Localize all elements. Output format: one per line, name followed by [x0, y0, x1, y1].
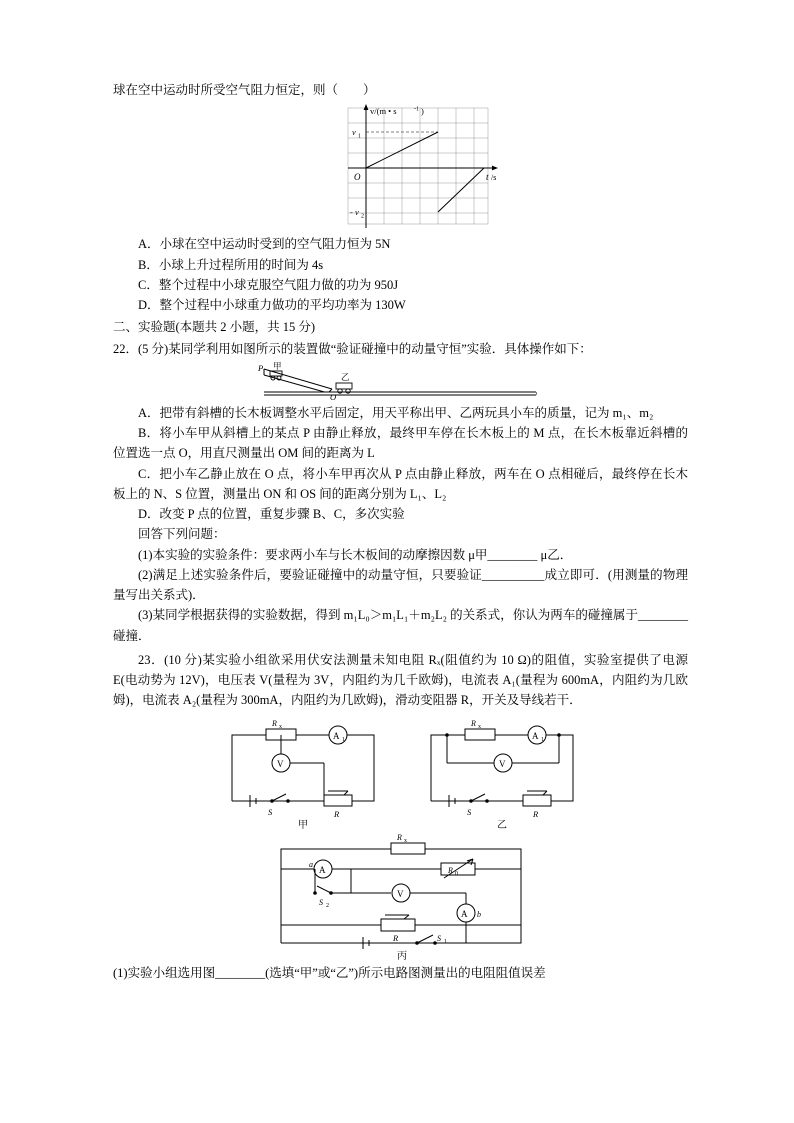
svg-text:S: S: [267, 806, 272, 817]
incline-track-diagram: [236, 361, 566, 401]
q22-sub-2: (2)满足上述实验条件后，要验证碰撞中的动量守恒，只要验证__________成立即可．(用测量的物理量写出关系式)．: [113, 567, 688, 602]
q21-choice-b: B．小球上升过程所用的时间为 4s: [138, 257, 324, 272]
svg-text:V: V: [396, 888, 403, 899]
circuit-diagram-jia: [214, 717, 389, 829]
svg-text:R: R: [470, 718, 476, 728]
circuit-diagram-bing: [251, 831, 551, 961]
svg-text:x: x: [278, 723, 282, 730]
q22-sub-3: (3)某同学根据获得的实验数据，得到 m₁L₀＞m₁L₁＋m₂L₂ 的关系式，你认为两车的碰撞属于________碰撞．: [113, 608, 688, 643]
q21-choice-d: D．整个过程中小球重力做功的平均功率为 130W: [138, 298, 406, 312]
svg-text:v/(m • s: v/(m • s: [369, 106, 397, 117]
svg-text:1: 1: [540, 736, 544, 743]
svg-text:-: -: [349, 207, 353, 218]
svg-text:0: 0: [454, 870, 458, 877]
q23-stem: 23．(10 分)某实验小组欲采用伏安法测量未知电阻 Rₓ(阻值约为 10 Ω)的阻值，实验室提供了电源 E(电动势为 12V)，电压表 V(量程为 3V，内阻约为几千欧姆)，电流表 A₁(量程为 600mA，内阻约为几欧姆)，电流表 A₂(量程为 300mA，内阻约为几欧姆)，滑动变阻器 R，开关及导线若干．: [113, 652, 688, 708]
svg-text:O: O: [329, 391, 336, 401]
svg-text:V: V: [498, 758, 505, 769]
svg-text:1: 1: [357, 133, 361, 140]
q21-choice-a: A．小球在空中运动时受到的空气阻力恒为 5N: [138, 237, 391, 252]
q22-step-b: B．将小车甲从斜槽上的某点 P 由静止释放，最终甲车停在长木板上的 M 点，在长木板靠近斜槽的位置选一点 O，用直尺测量出 OM 间的距离为 L: [113, 426, 688, 461]
svg-text:v: v: [354, 207, 359, 218]
svg-text:乙: 乙: [496, 819, 507, 829]
svg-text:-1: -1: [413, 106, 419, 113]
svg-text:乙: 乙: [340, 371, 350, 382]
svg-text:甲: 甲: [272, 360, 282, 371]
q23-circuit-bing-wrap: [113, 831, 688, 961]
q23-sub-1: (1)实验小组选用图________(选填“甲”或“乙”)所示电路图测量出的电阻阻值误差: [113, 965, 546, 980]
svg-text:): ): [420, 106, 424, 117]
svg-text:R: R: [392, 932, 398, 943]
svg-text:S: S: [318, 897, 323, 907]
svg-text:A: A: [460, 908, 467, 919]
section-2-title: 二、实验题(本题共 2 小题，共 15 分): [113, 320, 316, 335]
svg-text:R: R: [396, 832, 402, 842]
svg-text:S: S: [466, 806, 471, 817]
svg-text:2: 2: [325, 902, 329, 909]
circuit-diagram-yi: [413, 717, 588, 829]
q21-graph-figure: [113, 102, 688, 232]
svg-text:2: 2: [360, 213, 364, 220]
q22-step-a: A．把带有斜槽的长木板调整水平后固定，用天平称出甲、乙两玩具小车的质量，记为 m₁、m₂: [138, 405, 654, 420]
svg-text:A: A: [332, 730, 339, 741]
svg-text:P: P: [257, 362, 263, 373]
svg-text:S: S: [436, 933, 441, 943]
svg-text:A: A: [531, 730, 538, 741]
q21-stem: 球在空中运动时所受空气阻力恒定，则（ ）: [113, 83, 376, 97]
q22-answer-prompt: 回答下列问题：: [138, 527, 226, 542]
svg-text:1: 1: [443, 938, 447, 945]
q22-steps: [113, 403, 688, 646]
svg-text:b: b: [476, 909, 481, 919]
q22-step-c: C．把小车乙静止放在 O 点，将小车甲再次从 P 点由静止释放，两车在 O 点相碰后，最终停在长木板上的 N、S 位置，测量出 ON 和 OS 间的距离分别为 L₁、L₂: [113, 466, 688, 501]
svg-text:丙: 丙: [396, 950, 407, 961]
svg-text:x: x: [477, 723, 481, 730]
q23-circuits-top: [113, 717, 688, 829]
svg-text:甲: 甲: [297, 819, 308, 829]
svg-text:R: R: [271, 718, 277, 728]
svg-text:a: a: [308, 859, 313, 869]
svg-text:V: V: [276, 758, 283, 769]
svg-text:R: R: [333, 808, 339, 819]
q22-step-d: D．改变 P 点的位置，重复步骤 B、C，多次实验: [138, 507, 405, 521]
svg-text:A: A: [318, 864, 325, 875]
svg-text:x: x: [403, 837, 407, 844]
svg-text:1: 1: [341, 736, 345, 743]
svg-text:R: R: [447, 865, 453, 875]
velocity-time-graph: [288, 102, 514, 232]
svg-text:v: v: [351, 127, 356, 138]
q21-choice-c: C．整个过程中小球克服空气阻力做的功为 950J: [138, 277, 399, 292]
q21-choices: [113, 234, 688, 315]
q22-sub-1: (1)本实验的实验条件：要求两小车与长木板间的动摩擦因数 μ甲________ μ乙．: [138, 547, 573, 562]
q22-apparatus-figure: [113, 361, 688, 401]
svg-text:/s: /s: [490, 173, 496, 183]
svg-text:t: t: [485, 172, 489, 183]
q22-stem: 22．(5 分)某同学利用如图所示的装置做“验证碰撞中的动量守恒”实验．具体操作如下：: [113, 341, 592, 356]
svg-text:O: O: [353, 172, 360, 183]
svg-text:R: R: [532, 808, 538, 819]
